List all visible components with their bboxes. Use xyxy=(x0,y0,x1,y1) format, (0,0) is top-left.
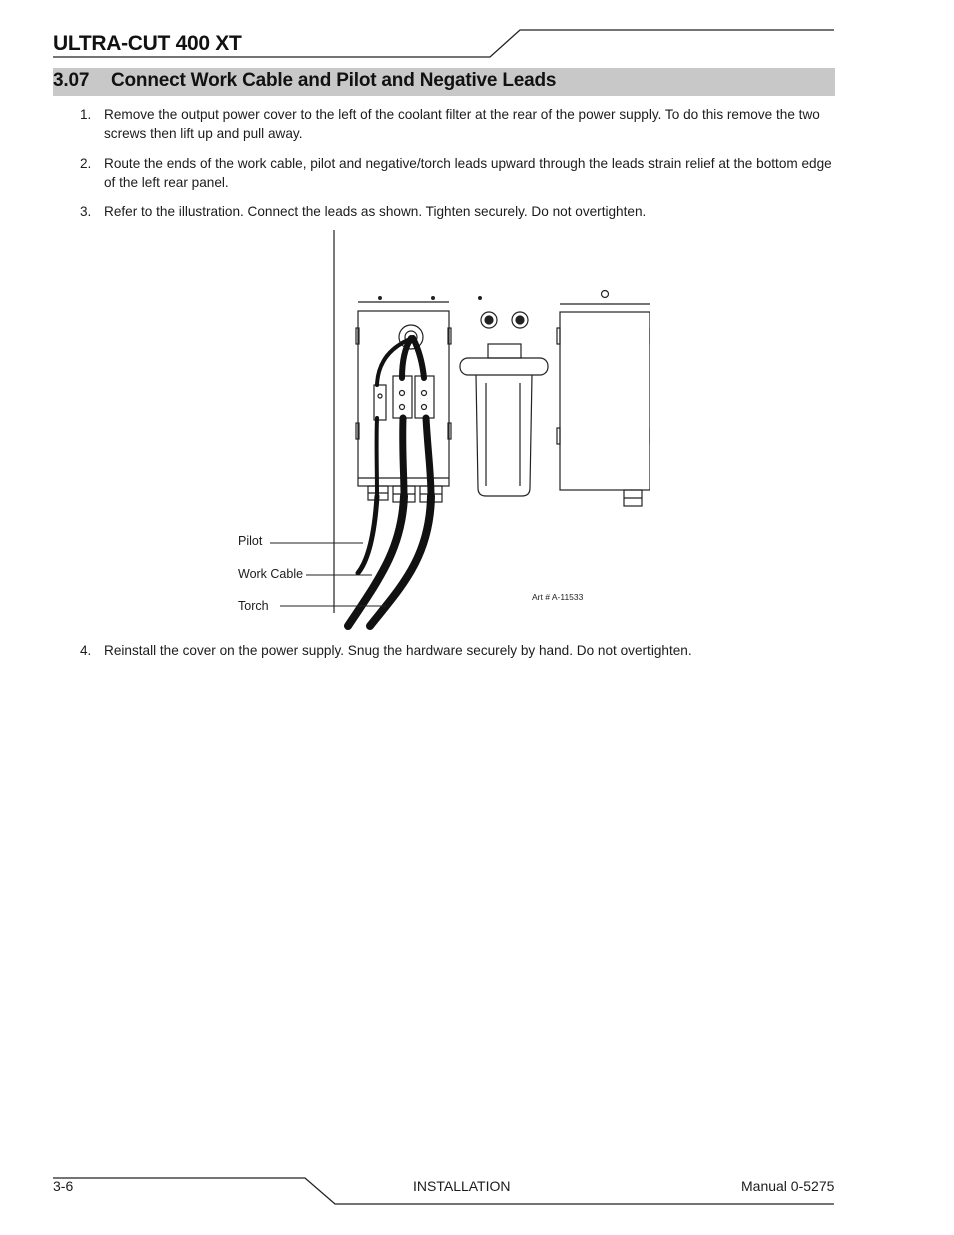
step-number: 2. xyxy=(80,156,92,171)
page-number: 3-6 xyxy=(53,1178,74,1194)
step-4 xyxy=(80,642,836,662)
section-title: Connect Work Cable and Pilot and Negative Leads xyxy=(111,70,557,91)
art-number: Art # A-11533 xyxy=(532,592,584,602)
step-1 xyxy=(80,106,836,146)
chapter-name: INSTALLATION xyxy=(413,1178,511,1194)
cables xyxy=(348,338,431,626)
pilot-label: Pilot xyxy=(238,534,263,548)
product-title: ULTRA-CUT 400 XT xyxy=(53,32,242,55)
torch-label: Torch xyxy=(238,599,269,613)
step-text: Remove the output power cover to the left of the coolant filter at the rear of the power supply. To do this remove the two screws then lift up and pull away. xyxy=(104,107,820,141)
work-cable-label: Work Cable xyxy=(238,567,304,581)
rear-panel-right xyxy=(557,291,650,507)
section-heading-bar xyxy=(53,68,835,96)
step-number: 3. xyxy=(80,204,92,219)
section-heading xyxy=(53,70,556,92)
section-number: 3.07 xyxy=(53,70,90,91)
step-number: 4. xyxy=(80,643,92,658)
step-number: 1. xyxy=(80,107,92,122)
step-3 xyxy=(80,203,836,223)
coolant-filter xyxy=(460,297,548,496)
connection-illustration xyxy=(230,228,650,638)
step-text: Reinstall the cover on the power supply. Snug the hardware securely by hand. Do not overtighten. xyxy=(104,643,692,658)
step-text: Route the ends of the work cable, pilot and negative/torch leads upward through the leads strain relief at the bottom edge of the left rear panel. xyxy=(104,156,832,190)
step-text: Refer to the illustration. Connect the leads as shown. Tighten securely. Do not overtighten. xyxy=(104,204,647,219)
manual-number: Manual 0-5275 xyxy=(741,1178,835,1194)
step-2 xyxy=(80,155,836,195)
